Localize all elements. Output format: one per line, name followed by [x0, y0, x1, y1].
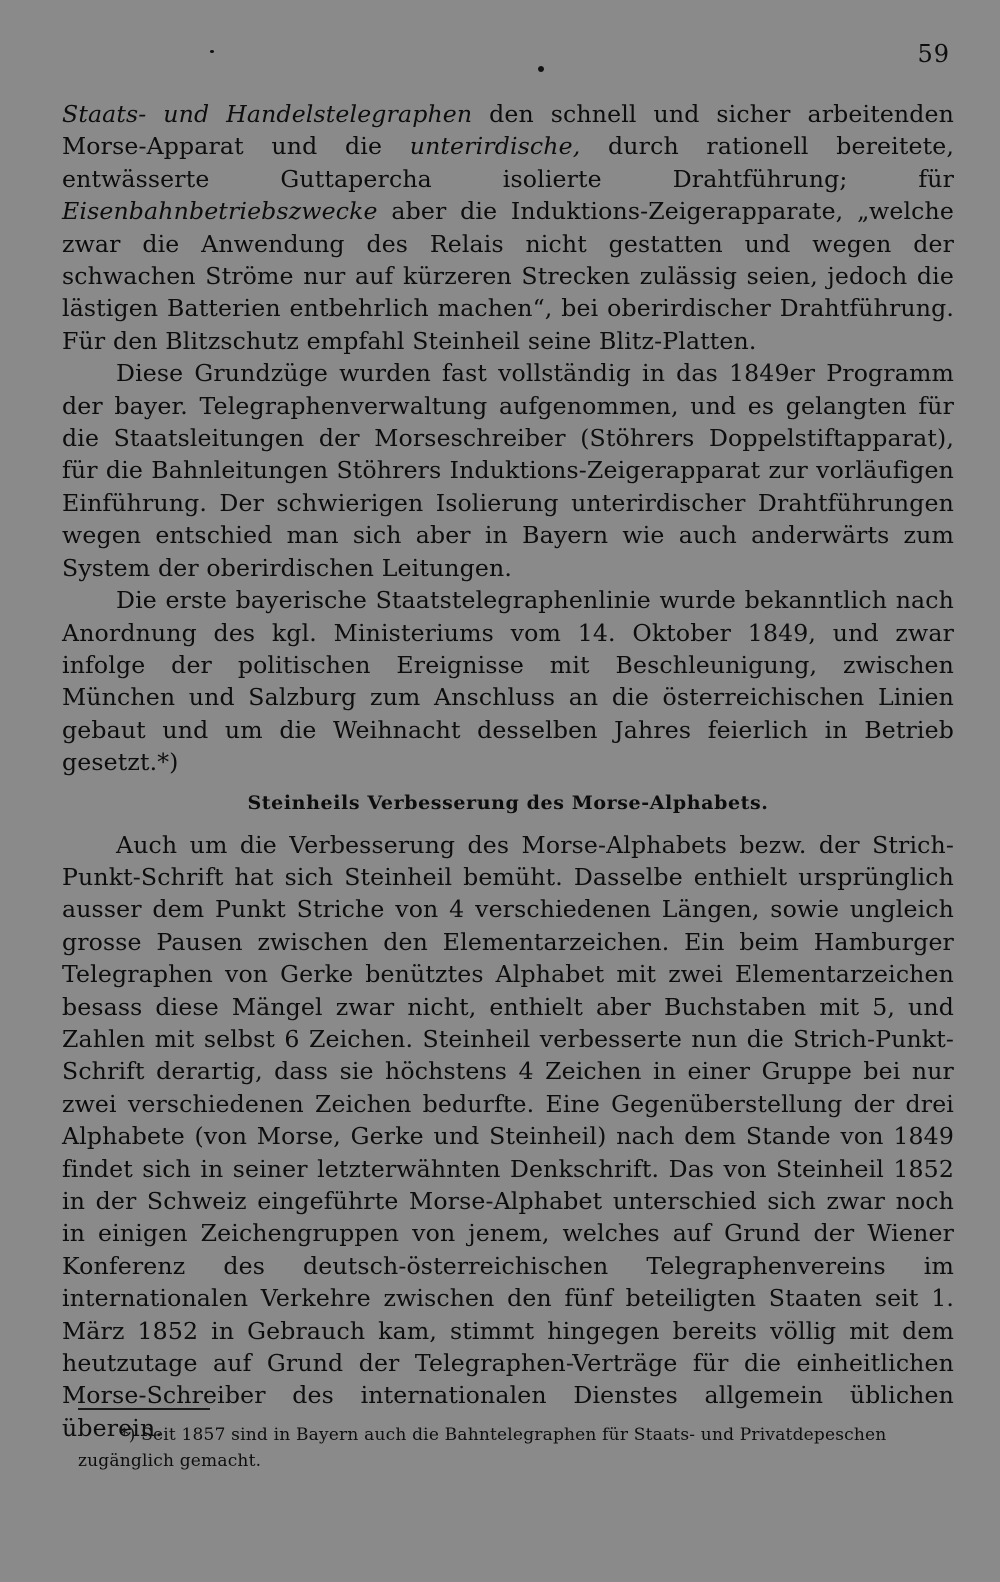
paragraph-text: den schnell und sicher arbeitenden Morse-Apparat und die	[62, 100, 954, 161]
paragraph-2: Diese Grundzüge wurden fast vollständig in das 1849er Programm der bayer. Telegraphenverwaltung aufgenommen, und es gelangten für die Staatsleitungen der Morseschreiber (Stöhrers Doppelstiftapparat), für die Bahnleitungen Stöhrers Induktions-Zeigerapparat zur vorläufigen Einführung. Der schwierigen Isolierung unterirdischer Drahtführungen wegen entschied man sich aber in Bayern wie auch anderwärts zum System der oberirdischen Leitungen.	[62, 359, 954, 582]
paragraph-text: aber die Induktions-Zeigerapparate, „welche zwar die Anwendung des Relais nicht gestatten und wegen der schwachen Ströme nur auf kürzeren Strecken zulässig seien, jedoch die lästigen Batterien entbehrlich machen“, bei oberirdischer Drahtführung. Für den Blitzschutz empfahl Steinheil seine Blitz-Platten.	[62, 197, 954, 355]
body-text	[62, 98, 954, 1444]
scan-speck	[538, 66, 544, 72]
section-heading: Steinheils Verbesserung des Morse-Alphabets.	[247, 791, 769, 814]
footnote-text: *) Seit 1857 sind in Bayern auch die Bahntelegraphen für Staats- und Privatdepeschen zugänglich gemacht.	[78, 1425, 887, 1471]
paragraph-3: Die erste bayerische Staatstelegraphenlinie wurde bekanntlich nach Anordnung des kgl. Ministeriums vom 14. Oktober 1849, und zwar infolge der politischen Ereignisse mit Beschleunigung, zwischen München und Salzburg zum Anschluss an die österreichischen Linien gebaut und um die Weihnacht desselben Jahres feierlich in Betrieb gesetzt.*)	[62, 586, 954, 777]
paragraph-4: Auch um die Verbesserung des Morse-Alphabets bezw. der Strich-Punkt-Schrift hat sich Steinheil bemüht. Dasselbe enthielt ursprünglich ausser dem Punkt Striche von 4 verschiedenen Längen, sowie ungleich grosse Pausen zwischen den Elementarzeichen. Ein beim Hamburger Telegraphen von Gerke benütztes Alphabet mit zwei Elementarzeichen besass diese Mängel zwar nicht, enthielt aber Buchstaben mit 5, und Zahlen mit selbst 6 Zeichen. Steinheil verbesserte nun die Strich-Punkt-Schrift derartig, dass sie höchstens 4 Zeichen in einer Gruppe bei nur zwei verschiedenen Zeichen bedurfte. Eine Gegenüberstellung der drei Alphabete (von Morse, Gerke und Steinheil) nach dem Stande von 1849 findet sich in seiner letzterwähnten Denkschrift. Das von Steinheil 1852 in der Schweiz eingeführte Morse-Alphabet unterschied sich zwar noch in einigen Zeichengruppen von jenem, welches auf Grund der Wiener Konferenz des deutsch-österreichischen Telegraphenvereins im internationalen Verkehre zwischen den fünf beteiligten Staaten seit 1. März 1852 in Gebrauch kam, stimmt hingegen bereits völlig mit dem heutzutage auf Grund der Telegraphen-Verträge für die einheitlichen Morse-Schreiber des internationalen Dienstes allgemein üblichen überein.	[62, 830, 954, 1442]
paragraph-text: durch rationell bereitete, entwässerte Guttapercha isolierte Drahtführung; für	[62, 132, 955, 193]
italic-term: Staats- und Handelstelegraphen	[62, 100, 473, 128]
scan-speck	[210, 50, 214, 53]
paragraph-1	[62, 98, 954, 357]
italic-term: Eisenbahnbetriebszwecke	[62, 197, 378, 226]
page-number: 59	[917, 40, 950, 68]
italic-term: unterirdische,	[409, 132, 581, 161]
footnote	[78, 1422, 968, 1474]
footnote-divider	[78, 1408, 210, 1410]
